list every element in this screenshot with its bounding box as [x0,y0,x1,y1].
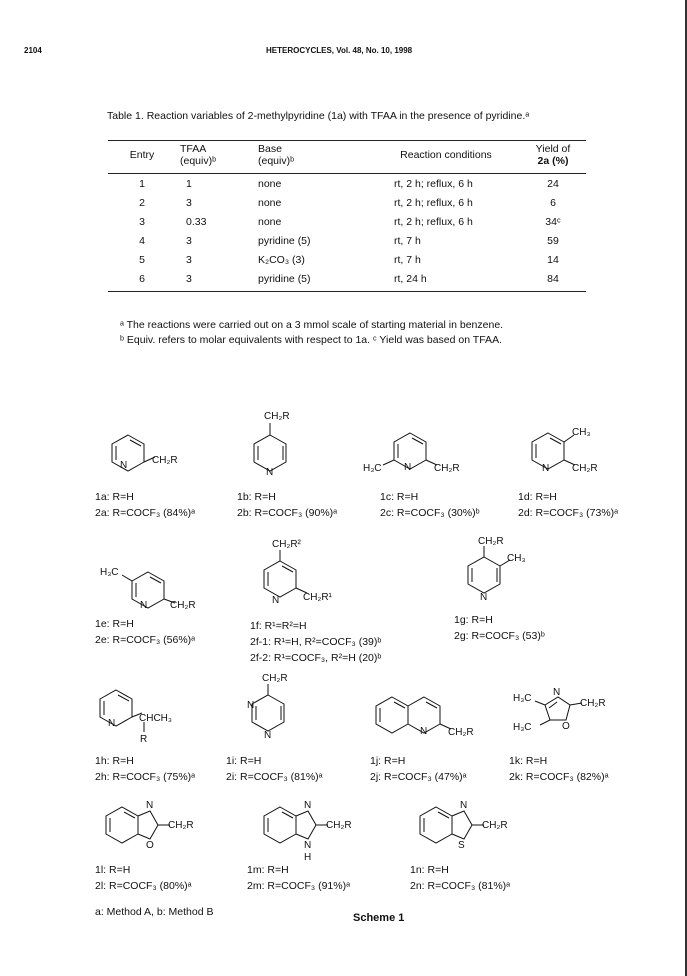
table-row [108,250,586,269]
methods-note: a: Method A, b: Method B [95,906,214,918]
atom-o: O [146,840,154,851]
cell-conditions: rt, 2 h; reflux, 6 h [394,196,473,209]
table-caption: Table 1. Reaction variables of 2-methylpyridine (1a) with TFAA in the presence of pyridine.ᵃ [107,110,530,122]
label-1i: 1i: R=H 2i: R=COCF₃ (81%)ᵃ [226,755,323,783]
structure-1g [468,536,526,603]
cell-entry: 5 [139,253,145,266]
atom-n: N [420,726,428,737]
cell-base: none [258,215,282,228]
page-number: 2104 [24,46,42,55]
cell-yield: 34ᶜ [545,215,561,228]
structure-1d [532,427,598,474]
structure-1h [100,690,172,745]
structure-1j [376,697,474,738]
cell-entry: 3 [139,215,145,228]
header-base: Base (equiv)ᵇ [254,141,372,174]
substituent-h3c: H₃C [513,693,532,704]
table-row [108,231,586,250]
table-header-row [108,141,586,174]
structure-1f [264,539,333,606]
structure-1m [264,800,352,863]
label-1f: 1f: R¹=R²=H 2f-1: R¹=H, R²=COCF₃ (39)ᵇ 2f-2: R¹=COCF₃, R²=H (20)ᵇ [250,620,382,664]
structure-1l [106,800,194,851]
structure-1a [112,435,178,471]
structure-1i [247,673,288,741]
substituent-ch2r: CH₂R [478,536,504,547]
cell-conditions: rt, 2 h; reflux, 6 h [394,177,473,190]
atom-n: N [272,595,280,606]
atom-o: O [562,721,570,732]
cell-yield: 6 [550,196,556,209]
substituent-chch3: CHCH₃ [139,713,172,724]
footnote-b: ᵇ Equiv. refers to molar equivalents with respect to 1a. ᶜ Yield was based on TFAA. [120,334,502,346]
table-row [108,269,586,292]
cell-conditions: rt, 24 h [372,269,520,292]
reaction-table [108,140,586,292]
substituent-ch3: CH₃ [507,553,526,564]
cell-tfaa: 3 [176,269,254,292]
atom-n: N [404,462,412,473]
label-1g: 1g: R=H 2g: R=COCF₃ (53)ᵇ [454,614,545,642]
cell-tfaa: 1 [186,177,192,190]
atom-n: N [304,800,312,811]
structure-1n [420,800,508,851]
substituent-ch2r: CH₂R [152,455,178,466]
header-conditions: Reaction conditions [372,141,520,174]
atom-n: N [264,730,272,741]
substituent-ch2r2: CH₂R² [272,539,301,550]
footnote-a: ᵃ The reactions were carried out on a 3 mmol scale of starting material in benzene. [120,319,504,331]
substituent-ch2r: CH₂R [326,820,352,831]
substituent-ch2r1: CH₂R¹ [303,592,332,603]
substituent-ch3: CH₃ [572,427,591,438]
label-1l: 1l: R=H 2l: R=COCF₃ (80%)ᵃ [95,864,192,892]
cell-conditions: rt, 7 h [394,253,421,266]
label-1m: 1m: R=H 2m: R=COCF₃ (91%)ᵃ [247,864,350,892]
atom-n: N [140,600,148,611]
label-1b: 1b: R=H 2b: R=COCF₃ (90%)ᵃ [237,491,338,519]
cell-tfaa: 3 [186,253,192,266]
cell-entry: 2 [139,196,145,209]
label-1d: 1d: R=H 2d: R=COCF₃ (73%)ᵃ [518,491,619,519]
cell-tfaa: 0.33 [186,215,207,228]
table-row [108,212,586,231]
cell-yield: 59 [547,234,559,247]
substituent-r: R [140,734,148,745]
cell-yield: 14 [547,253,559,266]
label-1c: 1c: R=H 2c: R=COCF₃ (30%)ᵇ [380,491,480,519]
atom-n: N [480,592,488,603]
label-1j: 1j: R=H 2j: R=COCF₃ (47%)ᵃ [370,755,467,783]
substituent-ch2r: CH₂R [262,673,288,684]
label-1e: 1e: R=H 2e: R=COCF₃ (56%)ᵃ [95,618,196,646]
atom-n: N [266,467,274,478]
structure-1b [254,411,290,478]
substituent-ch2r: CH₂R [448,727,474,738]
substituent-h3c-2: H₃C [513,722,532,733]
running-header: HETEROCYCLES, Vol. 48, No. 10, 1998 [266,46,413,55]
table-row [108,174,586,194]
substituent-ch2r: CH₂R [264,411,290,422]
cell-conditions: rt, 2 h; reflux, 6 h [394,215,473,228]
structure-1e [100,567,196,611]
substituent-ch2r: CH₂R [434,463,460,474]
label-1n: 1n: R=H 2n: R=COCF₃ (81%)ᵃ [410,864,511,892]
header-entry: Entry [108,141,176,174]
substituent-h3c: H₃C [100,567,119,578]
label-1k: 1k: R=H 2k: R=COCF₃ (82%)ᵃ [509,755,609,783]
substituent-h3c: H₃C [363,463,382,474]
structure-1c [363,433,460,474]
substituent-ch2r: CH₂R [168,820,194,831]
atom-n: N [146,800,154,811]
cell-entry: 1 [139,177,145,190]
atom-n-2: N [304,840,312,851]
cell-base: K₂CO₃ (3) [258,253,305,266]
atom-n: N [460,800,468,811]
label-1h: 1h: R=H 2h: R=COCF₃ (75%)ᵃ [95,755,196,783]
cell-base: pyridine (5) [258,234,311,247]
cell-tfaa: 3 [186,234,192,247]
table-footnotes [120,318,503,348]
atom-n: N [120,460,128,471]
cell-entry: 4 [139,234,145,247]
substituent-ch2r: CH₂R [482,820,508,831]
scheme-label: Scheme 1 [353,912,405,924]
substituent-ch2r: CH₂R [170,600,196,611]
substituent-ch2r: CH₂R [580,698,606,709]
cell-tfaa: 3 [186,196,192,209]
cell-yield: 84 [520,269,586,292]
atom-n: N [542,463,550,474]
header-tfaa: TFAA (equiv)ᵇ [176,141,254,174]
table-row [108,193,586,212]
cell-base: pyridine (5) [254,269,372,292]
structure-1k [513,687,606,733]
atom-n: N [553,687,561,698]
label-1a: 1a: R=H 2a: R=COCF₃ (84%)ᵃ [95,491,196,519]
cell-base: none [258,177,282,190]
atom-n: N [108,718,116,729]
atom-h: H [304,852,312,863]
cell-yield: 24 [547,177,559,190]
header-yield: Yield of 2a (%) [520,141,586,174]
cell-conditions: rt, 7 h [394,234,421,247]
atom-n-2: N [247,700,255,711]
atom-s: S [458,840,465,851]
cell-base: none [258,196,282,209]
cell-entry: 6 [108,269,176,292]
substituent-ch2r: CH₂R [572,463,598,474]
